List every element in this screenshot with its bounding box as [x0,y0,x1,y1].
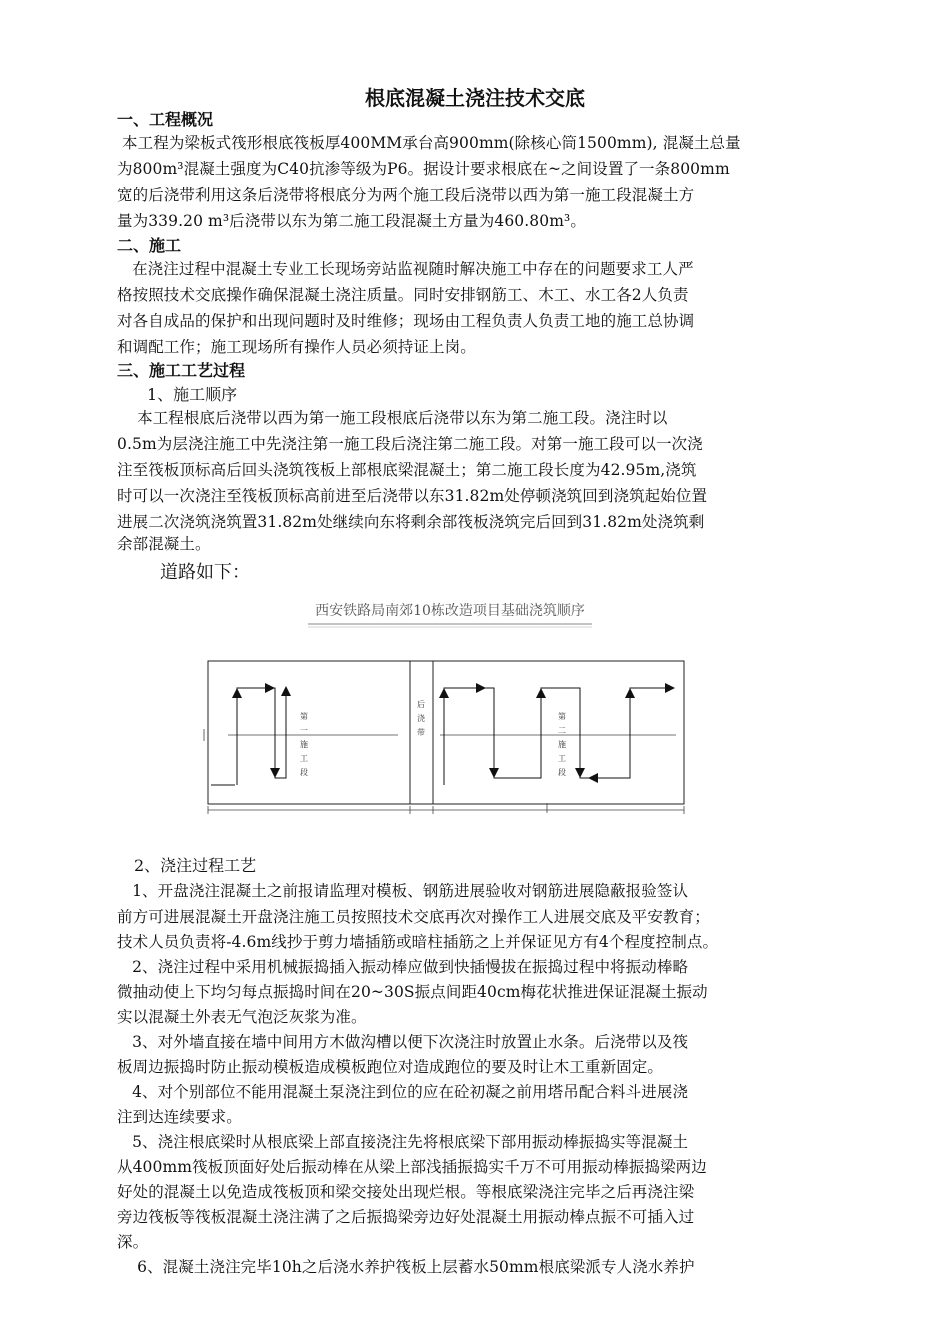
pour-path-zone-2 [444,688,664,785]
paragraph-line: 在浇注过程中混凝土专业工长现场旁站监视随时解决施工中存在的问题要求工人严 [117,260,694,278]
paragraph-line: 本工程根底后浇带以西为第一施工段根底后浇带以东为第二施工段。浇注时以 [117,409,668,427]
section-2-heading: 二、施工 [117,236,182,255]
paragraph-line: 和调配工作；施工现场所有操作人员必须持证上岗。 [117,338,476,356]
paragraph-line: 深。 [117,1233,149,1251]
foundation-outline [208,661,684,804]
subheading-pour-process: 2、浇注过程工艺 [134,856,257,875]
paragraph-line: 前方可进展混凝土开盘浇注施工员按照技术交底再次对操作工人进展交底及平安教育； [117,908,710,926]
paragraph-line: 旁边筏板等筏板混凝土浇注满了之后振捣梁旁边好处混凝土用振动棒点振不可插入过 [117,1208,695,1226]
section-3-heading: 三、施工工艺过程 [117,361,246,380]
paragraph-line: 时可以一次浇注至筏板顶标高前进至后浇带以东31.82m处停顿浇筑回到浇筑起始位置 [117,487,708,505]
paragraph-line: 6、混凝土浇注完毕10h之后浇水养护筏板上层蓄水50mm根底梁派专人浇水养护 [117,1258,695,1276]
paragraph-line: 余部混凝土。 [117,535,211,553]
paragraph-line: 0.5m为层浇注施工中先浇注第一施工段后浇注第二施工段。对第一施工段可以一次浇 [117,435,703,453]
paragraph-line: 为800m³混凝土强度为C40抗渗等级为P6。据设计要求根底在~之间设置了一条800mm [117,160,730,178]
paragraph-line: 从400mm筏板顶面好处后振动棒在从梁上部浅插振捣实千万不可用振动棒振捣梁两边 [117,1158,707,1176]
post-pour-band-label: 后浇带 [416,700,426,742]
pour-path-zone-1 [237,688,286,785]
subheading-construction-order: 1、施工顺序 [147,385,238,404]
zone-1-label: 第一施工段 [299,712,309,782]
paragraph-line: 对各自成品的保护和出现问题时及时维修；现场由工程负责人负责工地的施工总协调 [117,312,695,330]
road-caption: 道路如下： [160,562,250,583]
paragraph-line: 3、对外墙直接在墙中间用方木做沟槽以便下次浇注时放置止水条。后浇带以及筏 [117,1033,689,1051]
paragraph-line: 技术人员负责将-4.6m线抄于剪力墙插筋或暗柱插筋之上并保证见方有4个程度控制点。 [117,933,719,951]
paragraph-line: 1、开盘浇注混凝土之前报请监理对模板、钢筋进展验收对钢筋进展隐蔽报验签认 [117,882,689,900]
paragraph-line: 4、对个别部位不能用混凝土泵浇注到位的应在砼初凝之前用塔吊配合料斗进展浇 [117,1083,689,1101]
paragraph-line: 5、浇注根底梁时从根底梁上部直接浇注先将根底梁下部用振动棒振捣实等混凝土 [117,1133,689,1151]
paragraph-line: 进展二次浇筑浇筑置31.82m处继续向东将剩余部筏板浇筑完后回到31.82m处浇筑剩 [117,513,705,531]
paragraph-line: 好处的混凝土以免造成筏板顶和梁交接处出现烂根。等根底梁浇注完毕之后再浇注梁 [117,1183,695,1201]
paragraph-line: 2、浇注过程中采用机械振捣插入振动棒应做到快插慢拔在振捣过程中将振动棒略 [117,958,689,976]
section-1-heading: 一、工程概况 [117,110,214,129]
paragraph-line: 实以混凝土外表无气泡泛灰浆为准。 [117,1008,367,1026]
paragraph-line: 微抽动使上下均匀每点振捣时间在20~30S振点间距40cm梅花状推进保证混凝土振动 [117,983,708,1001]
paragraph-line: 格按照技术交底操作确保混凝土浇注质量。同时安排钢筋工、木工、水工各2人负责 [117,286,689,304]
page-title: 根底混凝土浇注技术交底 [365,86,585,110]
zone-2-label: 第二施工段 [557,712,567,782]
paragraph-line: 注到达连续要求。 [117,1108,242,1126]
paragraph-line: 量为339.20 m³后浇带以东为第二施工段混凝土方量为460.80m³。 [117,212,586,230]
paragraph-line: 板周边振捣时防止振动模板造成模板跑位对造成跑位的要及时让木工重新固定。 [117,1058,664,1076]
paragraph-line: 本工程为梁板式筏形根底筏板厚400MM承台高900mm(除核心筒1500mm), 混凝土总量 [117,134,741,152]
paragraph-line: 宽的后浇带利用这条后浇带将根底分为两个施工段后浇带以西为第一施工段混凝土方 [117,186,695,204]
diagram-title: 西安铁路局南郊10栋改造项目基础浇筑顺序 [315,603,585,619]
paragraph-line: 注至筏板顶标高后回头浇筑筏板上部根底梁混凝土；第二施工段长度为42.95m,浇筑 [117,461,697,479]
